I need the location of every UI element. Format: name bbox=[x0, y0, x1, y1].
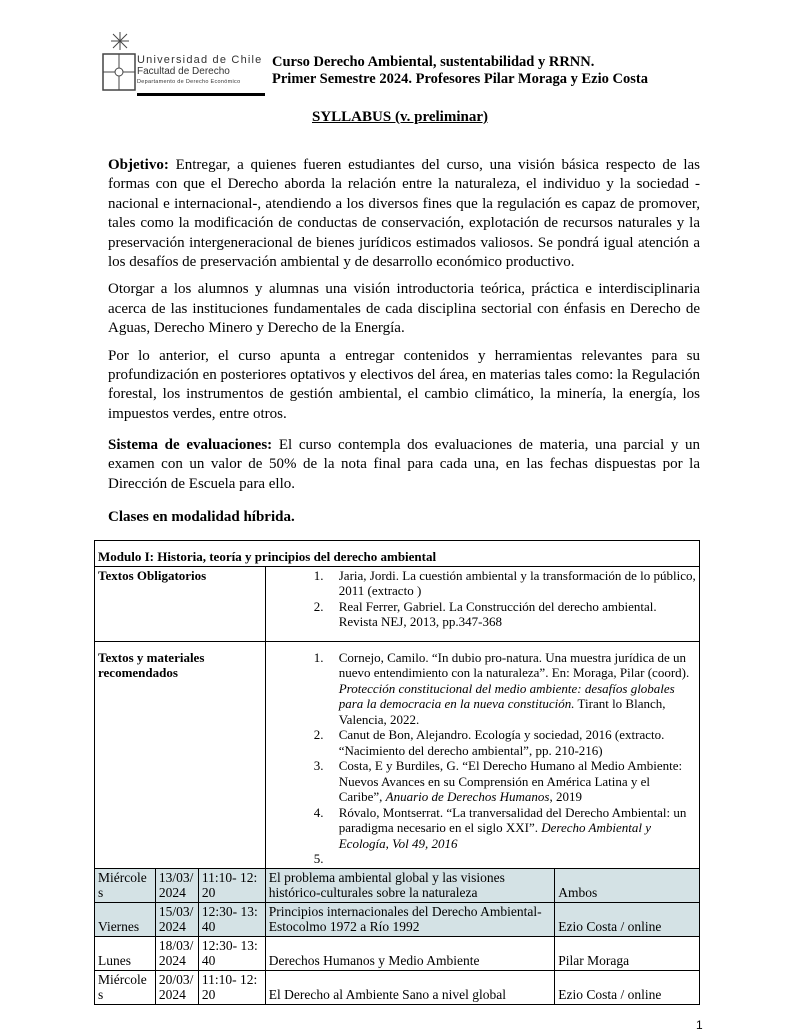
schedule-teacher: Ambos bbox=[555, 868, 700, 902]
university-name: Universidad de Chile bbox=[137, 54, 263, 66]
schedule-teacher: Pilar Moraga bbox=[555, 936, 700, 970]
evaluation-text: El curso contempla dos evaluaciones de materia, una parcial y un examen con un valor de 50% de la nota final para cada una, en las fechas dispuestas por la Dirección de Escuela para ello. bbox=[108, 437, 700, 492]
recommended-label: Textos y materiales recomendados bbox=[95, 641, 266, 868]
schedule-row bbox=[95, 970, 700, 1004]
schedule-date: 18/03/ 2024 bbox=[155, 936, 198, 970]
evaluation-label: Sistema de evaluaciones: bbox=[108, 437, 273, 453]
evaluation-section bbox=[108, 436, 700, 502]
page-number: 1 bbox=[696, 1018, 703, 1032]
schedule-row bbox=[95, 936, 700, 970]
objective-p2: Otorgar a los alumnos y alumnas una visión introductoria teórica, práctica e interdisciplinaria acerca de las instituciones fundamentales de cada disciplina sectorial con énfasis en Derecho de Aguas, Derecho Minero y Derecho de la Energía. bbox=[108, 281, 700, 337]
required-texts bbox=[265, 566, 699, 641]
course-semester: Primer Semestre 2024. Profesores Pilar Moraga y Ezio Costa bbox=[272, 71, 648, 87]
schedule-date: 13/03/ 2024 bbox=[155, 868, 198, 902]
schedule-topic: Derechos Humanos y Medio Ambiente bbox=[265, 936, 554, 970]
recommended-texts bbox=[265, 641, 699, 868]
schedule-teacher: Ezio Costa / online bbox=[555, 902, 700, 936]
modality-heading: Clases en modalidad híbrida. bbox=[108, 509, 295, 525]
objective-label: Objetivo: bbox=[108, 157, 169, 173]
module-table bbox=[94, 540, 700, 1005]
schedule-day: Viernes bbox=[95, 902, 156, 936]
required-label: Textos Obligatorios bbox=[95, 566, 266, 641]
schedule-row bbox=[95, 902, 700, 936]
schedule-topic: El Derecho al Ambiente Sano a nivel global bbox=[265, 970, 554, 1004]
faculty-name bbox=[137, 55, 265, 96]
citation-part: , 2019 bbox=[549, 789, 582, 804]
citation-part: Costa, E y Burdiles, G. “El Derecho Humano al Medio Ambiente: Nuevos Avances en su Comprensión en América Latina y el Caribe”, bbox=[338, 758, 683, 804]
schedule-time: 11:10- 12:20 bbox=[198, 970, 265, 1004]
department-label: Departamento de Derecho Económico bbox=[137, 79, 241, 85]
required-text-item: 1. Jaria, Jordi. La cuestión ambiental y la transformación de lo público, 2011 (extracto ) bbox=[327, 568, 696, 599]
university-crest-icon bbox=[100, 30, 140, 92]
recommended-text-item bbox=[327, 758, 696, 805]
schedule-topic: Principios internacionales del Derecho Ambiental- Estocolmo 1972 a Río 1992 bbox=[265, 902, 554, 936]
schedule-teacher: Ezio Costa / online bbox=[555, 970, 700, 1004]
objective-p3: Por lo anterior, el curso apunta a entregar contenidos y herramientas relevantes para su profundización en posteriores optativos y electivos del área, en materias tales como: la Regulación forestal, los instrumentos de gestión ambiental, el cambio climático, la minería, la energía, los impuestos verdes, entre otros. bbox=[108, 347, 700, 422]
schedule-day: Miércoles bbox=[95, 868, 156, 902]
schedule-time: 12:30- 13:40 bbox=[198, 936, 265, 970]
faculty-label: Facultad de Derecho bbox=[137, 66, 230, 77]
citation-part: Protección constitucional del medio ambiente: desafíos globales para la democracia en la nueva constitución. bbox=[338, 680, 675, 711]
citation-part: Tirant lo Blanch, Valencia, 2022. bbox=[338, 696, 666, 727]
schedule-time: 11:10- 12:20 bbox=[198, 868, 265, 902]
citation-part: Canut de Bon, Alejandro. Ecología y sociedad, 2016 (extracto. “Nacimiento del derecho ambiental”, pp. 210-216) bbox=[338, 727, 665, 758]
objective-p1 bbox=[108, 156, 700, 272]
recommended-text-item bbox=[327, 727, 696, 758]
schedule-day: Lunes bbox=[95, 936, 156, 970]
recommended-text-item bbox=[327, 805, 696, 852]
objective-section bbox=[108, 156, 700, 432]
schedule-time: 12:30- 13:40 bbox=[198, 902, 265, 936]
citation-part: Cornejo, Camilo. “In dubio pro-natura. Una muestra jurídica de un nuevo entendimiento con la naturaleza”. En: Moraga, Pilar (coord). bbox=[338, 649, 690, 680]
schedule-row bbox=[95, 868, 700, 902]
citation-part: Róvalo, Montserrat. “La tranversalidad del Derecho Ambiental: un paradigma necesario en el siglo XXI”. bbox=[338, 804, 687, 835]
logo-bar bbox=[137, 93, 265, 96]
required-text-item: 2. Real Ferrer, Gabriel. La Construcción del derecho ambiental. Revista NEJ, 2013, pp.347-368 bbox=[327, 599, 696, 630]
schedule-day: Miércoles bbox=[95, 970, 156, 1004]
recommended-text-item bbox=[327, 650, 696, 728]
recommended-text-item bbox=[327, 851, 696, 867]
course-name: Curso Derecho Ambiental, sustentabilidad y RRNN. bbox=[272, 54, 595, 70]
citation-part: Derecho Ambiental y Ecología, Vol 49, 2016 bbox=[338, 820, 651, 851]
module-title: Modulo I: Historia, teoría y principios del derecho ambiental bbox=[95, 541, 700, 567]
schedule-date: 15/03/ 2024 bbox=[155, 902, 198, 936]
objective-text: Entregar, a quienes fueren estudiantes del curso, una visión básica respecto de las formas con que el Derecho aborda la relación entre la naturaleza, el individuo y la sociedad -nacional e internacional-, atendiendo a los diversos fines que la regulación es capaz de promover, tales como la modificación de conductas de conservación, explotación de recursos naturales y la preservación intergeneracional de bienes jurídicos estimados valiosos. Se pondrá igual atención a los desafíos de preservación ambiental y de desarrollo económico productivo. bbox=[108, 157, 700, 271]
citation-part: Anuario de Derechos Humanos bbox=[385, 789, 550, 804]
course-header bbox=[272, 54, 648, 88]
schedule-topic: El problema ambiental global y las visiones histórico-culturales sobre la naturaleza bbox=[265, 868, 554, 902]
page-title: SYLLABUS (v. preliminar) bbox=[312, 109, 488, 125]
schedule-date: 20/03/ 2024 bbox=[155, 970, 198, 1004]
